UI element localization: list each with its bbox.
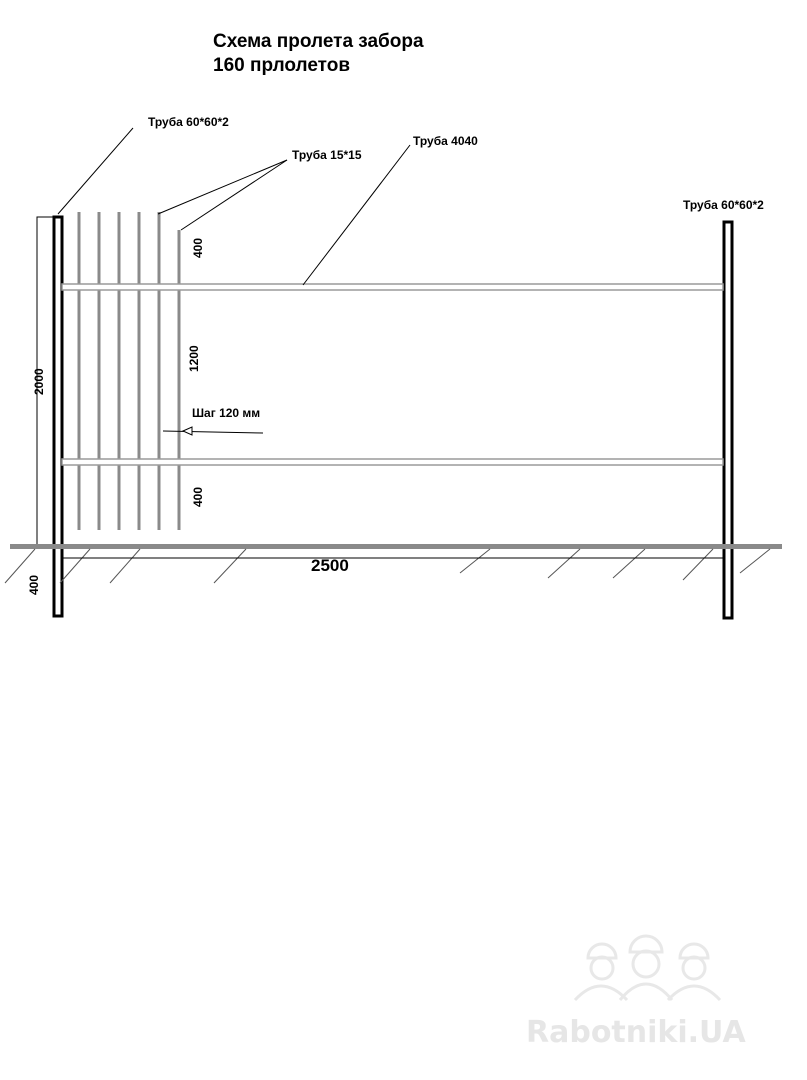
pickets: [79, 212, 179, 530]
dim-underground: 400: [27, 574, 41, 595]
leaders: [58, 128, 410, 435]
label-step: Шаг 120 мм: [192, 406, 261, 420]
dim-total-height: 2000: [32, 368, 46, 395]
diagram-subtitle: 160 прлолетов: [213, 55, 351, 76]
left-post: [54, 217, 62, 616]
ground-line: [10, 544, 782, 549]
right-post: [724, 222, 732, 618]
workers-helmet-icon: [575, 936, 720, 1000]
leader-rail: [303, 145, 410, 285]
diagram-title: Схема пролета забора: [213, 31, 424, 52]
ground-hatch: [5, 549, 770, 583]
dim-top-gap: 400: [191, 237, 205, 258]
dim-bottom-gap: 400: [191, 486, 205, 507]
dim-span-width: 2500: [311, 556, 349, 575]
lower-rail: [62, 459, 723, 465]
rails: [62, 284, 723, 465]
upper-rail: [62, 284, 723, 290]
leader-picket-a: [158, 160, 287, 214]
watermark-text: Rabotniki.UA: [526, 1015, 746, 1050]
step-arrow-icon: [183, 427, 192, 435]
label-picket: Труба 15*15: [292, 148, 362, 162]
dim-middle-gap: 1200: [187, 345, 201, 372]
leader-picket-b: [181, 160, 287, 230]
label-rail: Труба 4040: [413, 134, 478, 148]
label-left-post: Труба 60*60*2: [148, 115, 229, 129]
leader-left-post: [58, 128, 133, 214]
watermark: [526, 936, 746, 1050]
label-right-post: Труба 60*60*2: [683, 198, 764, 212]
